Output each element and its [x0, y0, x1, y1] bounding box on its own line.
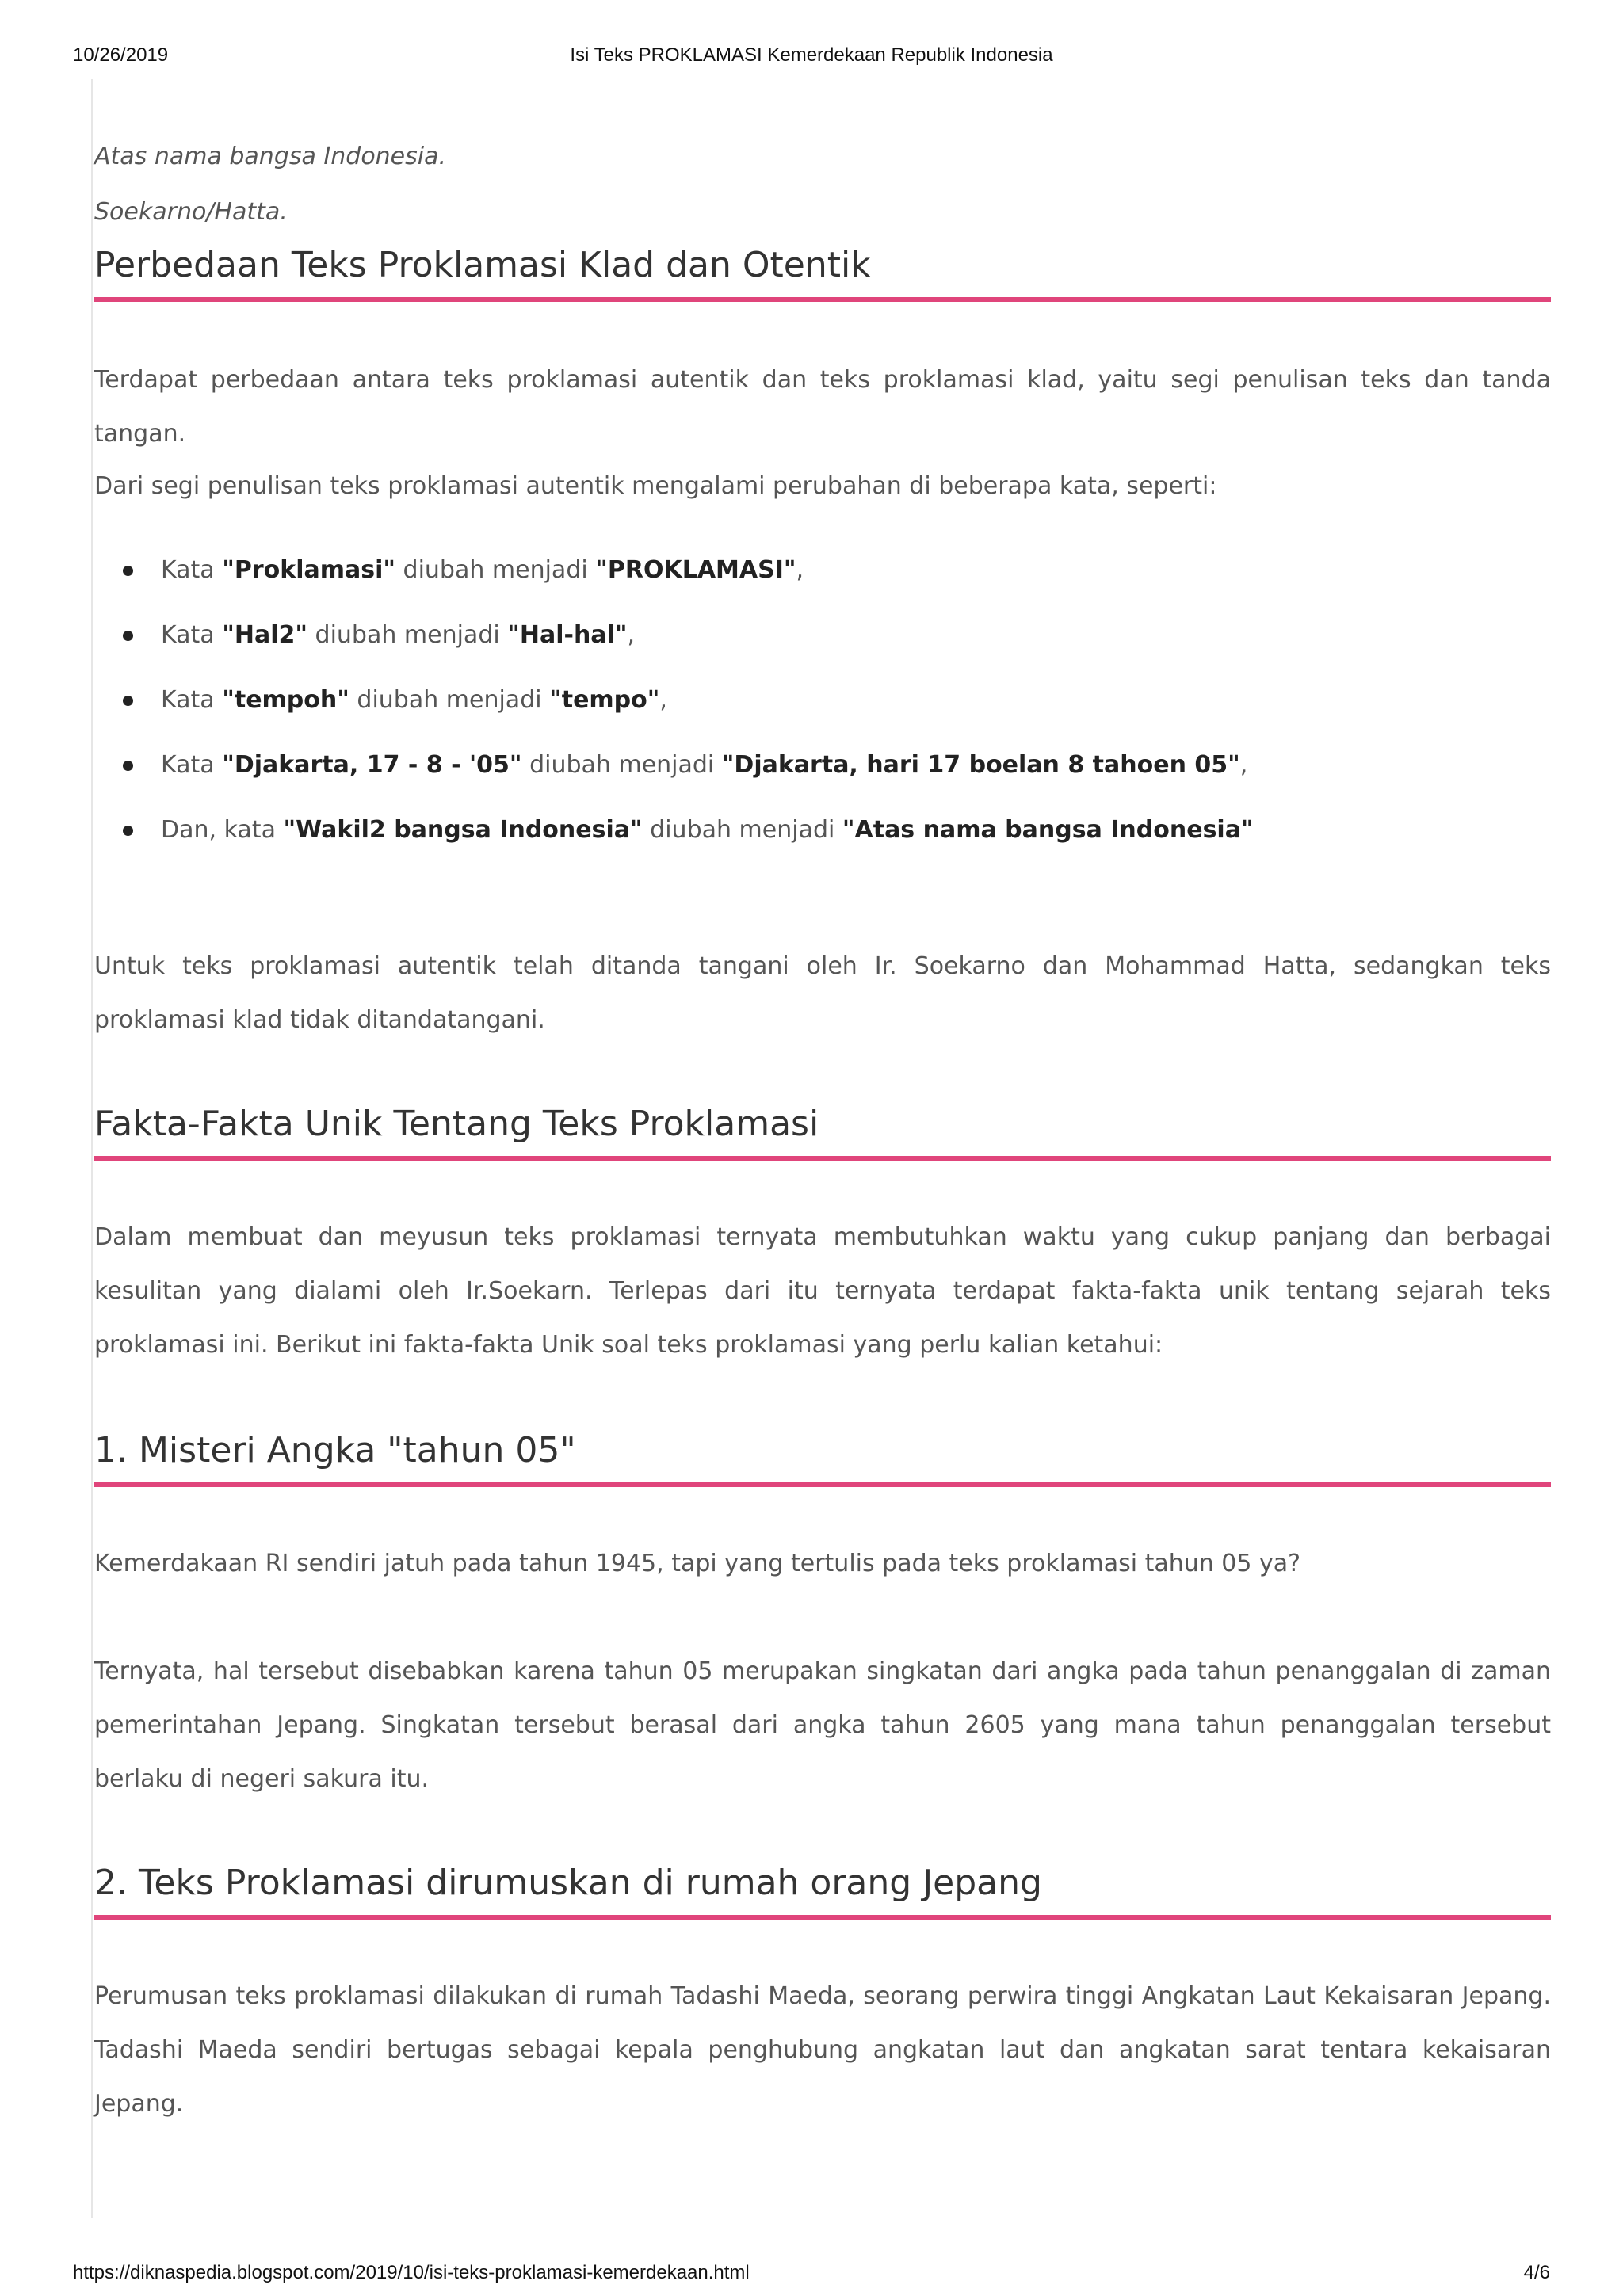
print-footer [73, 2262, 1550, 2290]
list-item: Kata "tempoh" diubah menjadi "tempo", [94, 677, 1551, 742]
print-title: Isi Teks PROKLAMASI Kemerdekaan Republik Indonesia [570, 44, 1053, 66]
bullet-icon [123, 826, 133, 836]
signature-line-1: Atas nama bangsa Indonesia. [94, 143, 447, 170]
list-item: Kata "Proklamasi" diubah menjadi "PROKLAMASI", [94, 547, 1551, 612]
changes-list [94, 547, 1551, 871]
paragraph: Dari segi penulisan teks proklamasi autentik mengalami perubahan di beberapa kata, seperti: [94, 472, 1217, 500]
print-url: https://diknaspedia.blogspot.com/2019/10/isi-teks-proklamasi-kemerdekaan.html [73, 2262, 750, 2283]
page-number: 4/6 [1523, 2262, 1550, 2283]
bullet-icon [123, 696, 133, 706]
print-header [73, 44, 1550, 73]
heading-rumah-jepang: 2. Teks Proklamasi dirumuskan di rumah orang Jepang [94, 1863, 1551, 1920]
bullet-icon [123, 566, 133, 576]
signature-line-2: Soekarno/Hatta. [94, 198, 288, 226]
paragraph: Terdapat perbedaan antara teks proklamasi autentik dan teks proklamasi klad, yaitu segi penulisan teks dan tanda tangan. [94, 366, 1551, 448]
print-date: 10/26/2019 [73, 44, 169, 66]
paragraph: Untuk teks proklamasi autentik telah ditanda tangani oleh Ir. Soekarno dan Mohammad Hatta, sedangkan teks proklamasi klad tidak ditandatangani. [94, 952, 1551, 1034]
paragraph: Dalam membuat dan meyusun teks proklamasi ternyata membutuhkan waktu yang cukup panjang dan berbagai kesulitan yang dialami oleh Ir.Soekarn. Terlepas dari itu ternyata terdapat fakta-fakta unik tentang sejarah teks proklamasi ini. Berikut ini fakta-fakta Unik soal teks proklamasi yang perlu kalian ketahui: [94, 1223, 1551, 1359]
bullet-icon [123, 631, 133, 641]
paragraph: Kemerdakaan RI sendiri jatuh pada tahun 1945, tapi yang tertulis pada teks proklamasi tahun 05 ya? [94, 1550, 1301, 1577]
list-item: Dan, kata "Wakil2 bangsa Indonesia" diubah menjadi "Atas nama bangsa Indonesia" [94, 807, 1551, 871]
bullet-icon [123, 761, 133, 771]
content-left-border [91, 79, 93, 2218]
heading-misteri-angka: 1. Misteri Angka "tahun 05" [94, 1431, 1551, 1487]
paragraph: Perumusan teks proklamasi dilakukan di rumah Tadashi Maeda, seorang perwira tinggi Angkatan Laut Kekaisaran Jepang. Tadashi Maeda sendiri bertugas sebagai kepala penghubung angkatan laut dan angkatan sarat tentara kekaisaran Jepang. [94, 1982, 1551, 2118]
heading-perbedaan: Perbedaan Teks Proklamasi Klad dan Otentik [94, 246, 1551, 302]
list-item: Kata "Djakarta, 17 - 8 - '05" diubah menjadi "Djakarta, hari 17 boelan 8 tahoen 05", [94, 742, 1551, 807]
heading-fakta-unik: Fakta-Fakta Unik Tentang Teks Proklamasi [94, 1104, 1551, 1161]
list-item: Kata "Hal2" diubah menjadi "Hal-hal", [94, 612, 1551, 677]
paragraph: Ternyata, hal tersebut disebabkan karena tahun 05 merupakan singkatan dari angka pada tahun penanggalan di zaman pemerintahan Jepang. Singkatan tersebut berasal dari angka tahun 2605 yang mana tahun penanggalan tersebut berlaku di negeri sakura itu. [94, 1657, 1551, 1793]
